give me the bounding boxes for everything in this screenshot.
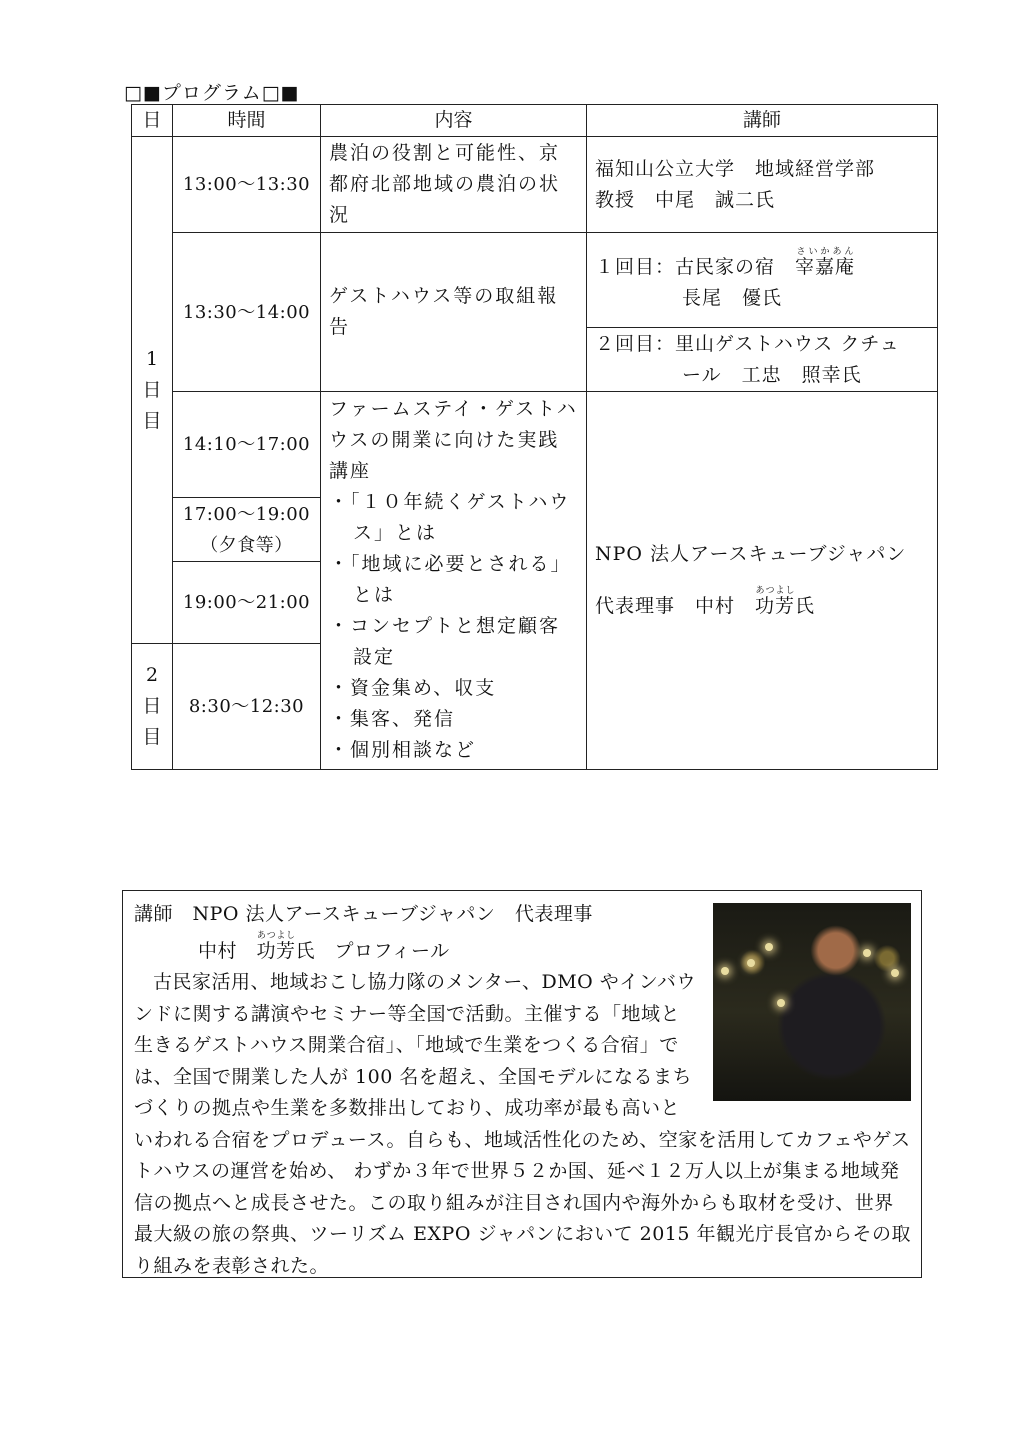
lecturer-cell: 福知山公立大学 地域経営学部 教授 中尾 誠二氏 <box>587 137 938 233</box>
table-row <box>132 233 938 328</box>
npo-lecturer-cell: NPO 法人アースキューブジャパン 代表理事 中村 功芳あつよし氏 <box>587 392 938 770</box>
content-cell: ゲストハウス等の取組報告 <box>321 233 587 392</box>
time-cell: 8:30〜12:30 <box>173 644 321 770</box>
time-cell: 14:10〜17:00 <box>173 392 321 498</box>
content-cell: 農泊の役割と可能性、京都府北部地域の農泊の状況 <box>321 137 587 233</box>
profile-name: 中村 功芳あつよし氏 プロフィール <box>198 930 450 962</box>
header-content: 内容 <box>321 105 587 137</box>
program-table <box>131 104 938 770</box>
header-time: 時間 <box>173 105 321 137</box>
table-row <box>132 137 938 233</box>
page-heading: □■プログラム□■ <box>124 82 300 104</box>
profile-title: 講師 NPO 法人アースキューブジャパン 代表理事 <box>134 903 593 925</box>
table-row <box>132 392 938 498</box>
header-day: 日 <box>132 105 173 137</box>
lecturer-cell: ２回目：里山ゲストハウス クチュ ール 工忠 照幸氏 <box>587 328 938 392</box>
day-1-cell: 1 日 目 <box>132 137 173 644</box>
time-cell: 13:00〜13:30 <box>173 137 321 233</box>
header-lecturer: 講師 <box>587 105 938 137</box>
lecturer-cell: １回目：古民家の宿 宰嘉庵さいかあん 長尾 優氏 <box>587 233 938 328</box>
time-cell: 17:00〜19:00 （夕食等） <box>173 498 321 562</box>
time-cell: 13:30〜14:00 <box>173 233 321 392</box>
profile-body: 古民家活用、地域おこし協力隊のメンター、DMO やインバウンドに関する講演やセミナー等全国で活動。主催する「地域と生きるゲストハウス開業合宿」、「地域で生業をつくる合宿」では、全国で開業した人が 100 名を超え、全国モデルになるまちづくりの拠点や生業を多数排出しており、成功率が最も高いといわれる合宿をプロデュース。自らも、地域活性化のため、空家を活用してカフェやゲストハウスの運営を始め、 わずか３年で世界５２か国、延べ１２万人以上が集まる地域発信の拠点へと成長させた。この取り組みが注目され国内や海外からも取材を受け、世界最大級の旅の祭典、ツーリズム EXPO ジャパンにおいて 2015 年観光庁長官からその取り組みを表彰された。 <box>134 971 912 1277</box>
practical-course-cell: ファームステイ・ゲストハウスの開業に向けた実践講座 ・「１０年続くゲストハウス」とは ・「地域に必要とされる」とは ・コンセプトと想定顧客設定 ・資金集め、収支 ・集客、発信 ・個別相談など <box>321 392 587 770</box>
lecturer-photo <box>713 903 911 1101</box>
day-2-cell: 2 日 目 <box>132 644 173 770</box>
table-header-row <box>132 105 938 137</box>
time-cell: 19:00〜21:00 <box>173 562 321 644</box>
lecturer-profile-box <box>122 890 922 1278</box>
